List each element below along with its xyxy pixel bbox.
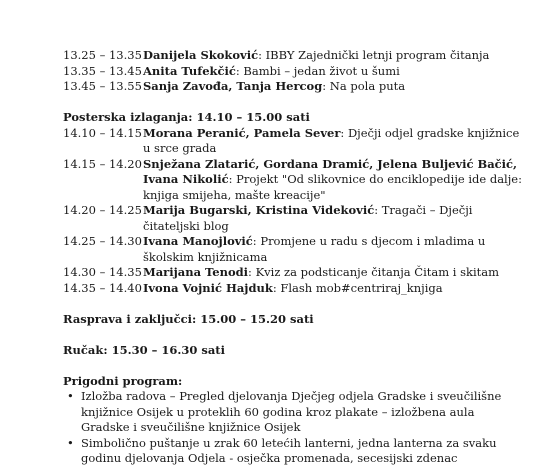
poster-entry [143, 126, 523, 157]
poster-item [63, 265, 523, 281]
program-item: • Izložba radova – Pregled djelovanja Dječjeg odjela Gradske i sveučilišne knjižnice Osijek u proteklih 60 godina kroz plakate – izložbena aula Gradske i sveučilišne knjižnice Osijek [63, 389, 523, 436]
poster-authors: Morana Peranić, Pamela Sever [143, 125, 341, 140]
poster-title: : Dječji odjel gradske knjižnice u srce grada [143, 125, 520, 155]
poster-heading: Posterska izlaganja: 14.10 – 15.00 sati [63, 110, 310, 124]
session-time: 13.35 – 13.45 [63, 63, 142, 78]
poster-time: 14.30 – 14.35 [63, 265, 142, 279]
session-authors: Sanja Zavođa, Tanja Hercog [143, 79, 323, 93]
session-time: 13.25 – 13.35 [63, 48, 142, 62]
poster-item [63, 281, 523, 297]
poster-entry [143, 281, 523, 297]
poster-title: : Kviz za podsticanje čitanja Čitam i skitam [248, 265, 500, 279]
poster-authors: Snježana Zlatarić, Gordana Dramić, Jelena Buljević Bačić, Ivana Nikolić [143, 156, 518, 186]
poster-title: : Flash mob#centriraj_knjiga [272, 280, 443, 295]
poster-title: : Tragači – Dječji čitateljski blog [143, 203, 473, 233]
session-authors: Anita Tufekčić [143, 63, 236, 78]
poster-time: 14.15 – 14.20 [63, 156, 142, 171]
poster-authors: Marija Bugarski, Kristina Videković [143, 203, 375, 217]
session-list [63, 48, 523, 95]
program-heading: Prigodni program: [63, 373, 183, 388]
poster-entry [143, 265, 523, 281]
poster-authors: Ivana Manojlović [143, 234, 253, 248]
poster-entry [143, 203, 523, 234]
session-entry [143, 48, 523, 64]
session-item [63, 64, 523, 80]
session-title: : Bambi – jedan život u šumi [235, 63, 400, 78]
poster-entry [143, 157, 523, 204]
poster-title: : Promjene u radu s djecom i mladima u školskim knjižnicama [143, 234, 486, 264]
program-item: • Simbolično puštanje u zrak 60 letećih lanterni, jedna lanterna za svaku godinu djelovanja Odjela - osječka promenada, secesijski zdenac [63, 436, 523, 467]
poster-item [63, 234, 523, 265]
session-authors: Danijela Skoković [143, 48, 259, 62]
poster-authors: Ivona Vojnić Hajduk [143, 280, 273, 295]
session-item [63, 48, 523, 64]
session-title: : Na pola puta [322, 79, 406, 93]
poster-item [63, 203, 523, 234]
session-entry [143, 64, 523, 80]
poster-title: : Projekt "Od slikovnice do enciklopedije ide dalje: knjiga smijeha, mašte kreacije" [143, 172, 522, 202]
poster-authors: Marijana Tenodi [143, 265, 249, 279]
program-list [63, 389, 523, 467]
session-time: 13.45 – 13.55 [63, 79, 142, 93]
poster-item [63, 126, 523, 157]
poster-list [63, 126, 523, 297]
poster-entry [143, 234, 523, 265]
poster-time: 14.35 – 14.40 [63, 280, 142, 295]
poster-item [63, 157, 523, 204]
discussion-heading: Rasprava i zaključci: 15.00 – 15.20 sati [63, 311, 314, 326]
session-item [63, 79, 523, 95]
session-title: : IBBY Zajednički letnji program čitanja [258, 48, 490, 62]
session-entry [143, 79, 523, 95]
poster-time: 14.25 – 14.30 [63, 234, 142, 248]
program-page [63, 48, 523, 467]
poster-time: 14.20 – 14.25 [63, 203, 142, 217]
poster-time: 14.10 – 14.15 [63, 125, 142, 140]
lunch-heading: Ručak: 15.30 – 16.30 sati [63, 342, 225, 357]
